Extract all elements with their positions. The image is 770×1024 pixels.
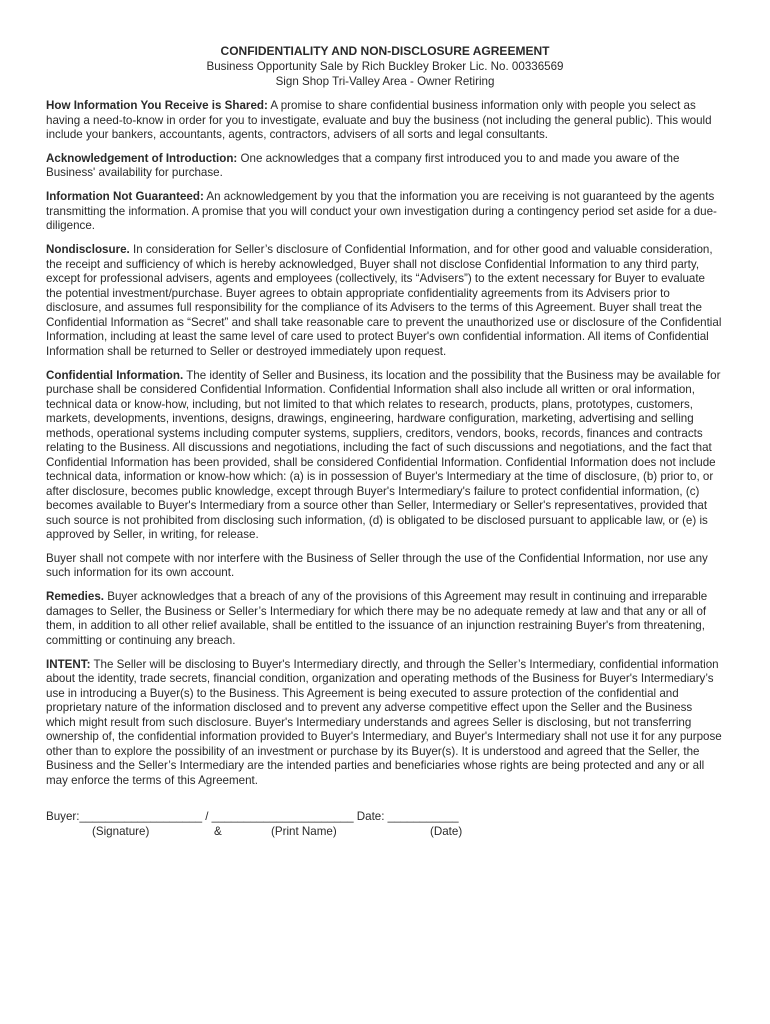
document-subtitle-business: Business Opportunity Sale by Rich Buckley Broker Lic. No. 00336569 (206, 60, 564, 73)
section-nondisclosure (46, 243, 724, 359)
document-title: CONFIDENTIALITY AND NON-DISCLOSURE AGREEMENT (220, 44, 550, 58)
section-non-compete (46, 552, 724, 581)
signature-line[interactable]: Buyer:___________________ / ______________________ Date: ___________ (46, 810, 459, 824)
section-heading: Acknowledgement of Introduction: (46, 151, 238, 165)
document-subtitle-shop: Sign Shop Tri-Valley Area - Owner Retiring (275, 75, 495, 88)
section-confidential-information (46, 369, 724, 543)
section-body: An acknowledgement by you that the information you are receiving is not guaranteed by the agents transmitting the information. A promise that you will conduct your own investigation during a contingency period set aside for a due-diligence. (46, 190, 717, 233)
section-information-not-guaranteed (46, 190, 724, 234)
section-body: A promise to share confidential business information only with people you select as having a need-to-know in order for you to investigate, evaluate and buy the business (not including the general public). This would include your bankers, accountants, agents, contractors, advisers of all sorts and legal consultants. (46, 99, 712, 141)
section-heading: How Information You Receive is Shared: (46, 99, 268, 112)
print-name-label: (Print Name) (271, 824, 337, 838)
signature-block (46, 810, 724, 840)
section-body: The Seller will be disclosing to Buyer's Intermediary directly, and through the Seller’s Intermediary, confidential information about the identity, trade secrets, financial condition, organization and operating methods of the Business for Buyer's Intermediary’s use in introducing a Buyer(s) to the Business. This Agreement is being executed to assure protection of the confidential and proprietary nature of the information disclosed and to prevent any adverse competitive effect upon the Seller and the Business which might result from such disclosure. Buyer's Intermediary understands and agrees Seller is disclosing, but not transferring ownership of, the confidential information provided to Buyer's Intermediary, and Buyer's Intermediary shall not use it for any purpose other than to explore the possibility of an investment or purchase by its Buyer(s). It is understood and agreed that the Seller, the Business and the Seller’s Intermediary are the intended parties and beneficiaries whose rights are being protected and any or all may enforce the terms of this Agreement. (46, 657, 722, 787)
section-heading: INTENT: (46, 657, 91, 671)
section-heading: Remedies. (46, 590, 104, 604)
document-page (46, 44, 724, 840)
section-body: In consideration for Seller’s disclosure of Confidential Information, and for other good and valuable consideration, the receipt and sufficiency of which is hereby acknowledged, Buyer shall not disclose Confidential Information to any third party, except for professional advisers, agents and employees (collectively, its “Advisers”) to the extent necessary for Buyer to evaluate the potential investment/purchase. Buyer agrees to obtain appropriate confidentiality agreements from its Advisers prior to disclosure, and assumes full responsibility for the compliance of its Advisers to the terms of this Agreement. Buyer shall treat the Confidential Information as “Secret” and shall take reasonable care to prevent the unauthorized use or disclosure of the Confidential Information, including at least the same level of care used to protect Buyer's own confidential information. All items of Confidential Information shall be returned to Seller or destroyed immediately upon request. (46, 243, 722, 358)
section-body: One acknowledges that a company first introduced you to and made you aware of the Business' availability for purchase. (46, 151, 680, 180)
section-heading: Information Not Guaranteed: (46, 190, 204, 204)
section-acknowledgement-introduction (46, 152, 724, 181)
section-heading: Nondisclosure. (46, 243, 130, 257)
signature-label: (Signature) (92, 824, 150, 838)
document-header (46, 44, 724, 89)
section-intent (46, 658, 724, 789)
section-information-sharing (46, 99, 724, 143)
section-remedies (46, 590, 724, 648)
section-body: The identity of Seller and Business, its location and the possibility that the Business may be available for purchase shall be considered Confidential Information. Confidential Information shall also include all written or oral information, technical data or know-how, including, but not limited to that which relates to research, products, plans, prototypes, customers, markets, developments, inventions, designs, drawings, engineering, hardware configuration, marketing, advertising and selling methods, operational systems including computer systems, suppliers, creditors, vendors, books, records, finances and contracts relating to the Business. All discussions and negotiations, including the fact of such discussions and negotiations, and the fact that Confidential Information has been provided, shall be considered Confidential Information. Confidential Information does not include technical data, information or know-how which: (a) is in possession of Buyer's Intermediary at the time of disclosure, (b) prior to, or after disclosure, becomes public knowledge, except through Buyer's Intermediary's failure to protect confidential information, (c) becomes available to Buyer's Intermediary from a source other than Seller, Intermediary or Seller's representatives, provided that such source is not prohibited from disclosing such information, (d) is obligated to be disclosed pursuant to applicable law, or (e) is approved by Seller, in writing, for release. (46, 368, 721, 542)
date-label: (Date) (430, 824, 463, 838)
signature-labels (46, 825, 724, 840)
ampersand-label: & (214, 824, 222, 838)
section-body: Buyer acknowledges that a breach of any of the provisions of this Agreement may result in continuing and irreparable damages to Seller, the Business or Seller’s Intermediary for which there may be no adequate remedy at law and that any or all of them, in addition to all other relief available, shall be entitled to the issuance of an injunction restraining Buyer's from threatening, committing or continuing any breach. (46, 590, 708, 647)
section-heading: Confidential Information. (46, 368, 184, 382)
section-body: Buyer shall not compete with nor interfere with the Business of Seller through the use of the Confidential Information, nor use any such information for its own account. (46, 551, 708, 580)
